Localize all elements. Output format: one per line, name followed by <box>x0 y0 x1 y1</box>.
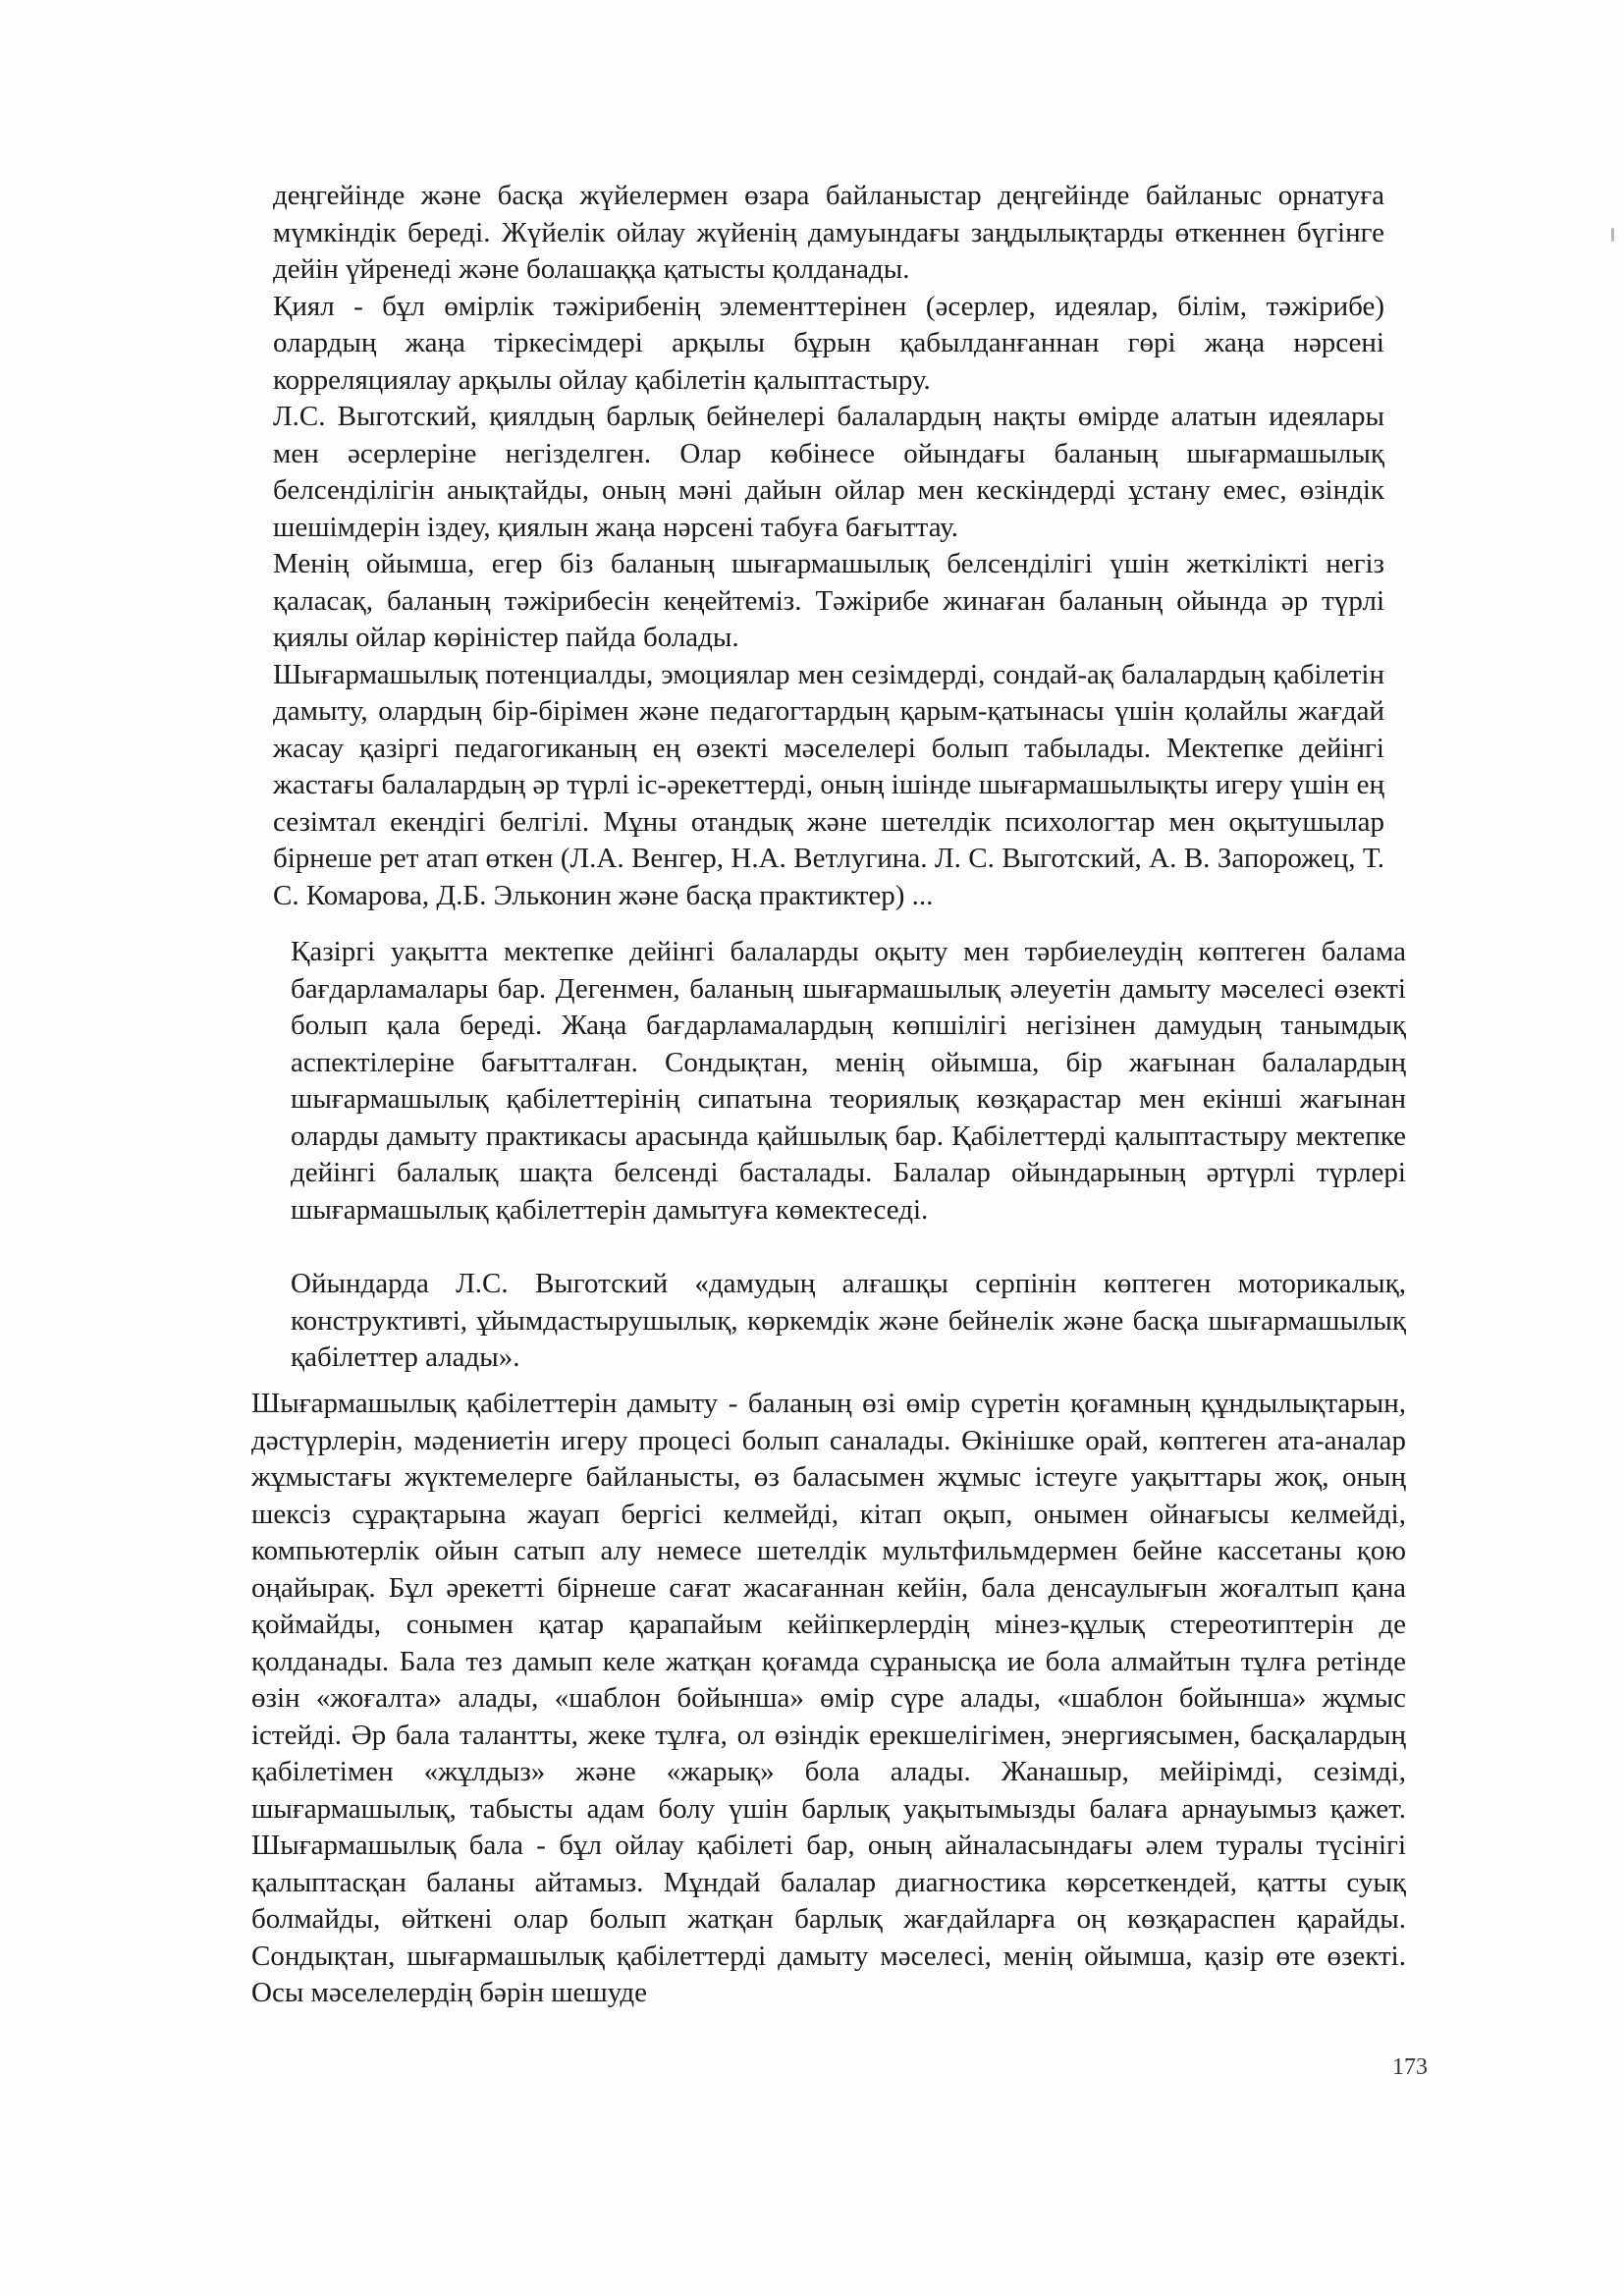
top-text-block <box>273 178 1384 914</box>
paragraph-3: Л.С. Выготский, қиялдың барлық бейнелері балалардың нақты өмірде алатын идеялары мен әсерлеріне негізделген. Олар көбінесе ойындағы баланың шығармашылық белсенділігін анықтайды, оның мәні дайын ойлар мен кескіндерді ұстану емес, өзіндік шешімдерін іздеу, қиялын жаңа нәрсені табуға бағыттау. <box>273 401 1384 543</box>
paragraph-8: Шығармашылық қабілеттерін дамыту - баланың өзі өмір сүретін қоғамның құндылықтарын, дәстүрлерін, мәдениетін игеру процесі болып саналады. Өкінішке орай, көптеген ата-аналар жұмыстағы жүктемелерге байланысты, өз баласымен жұмыс істеуге уақыттары жоқ, оның шексіз сұрақтарына жауап бергісі келмейді, кітап оқып, онымен ойнағысы келмейді, компьютерлік ойын сатып алу немесе шетелдік мультфильмдермен бейне кассетаны қою оңайырақ. Бұл әрекетті бірнеше сағат жасағаннан кейін, бала денсаулығын жоғалтып қана қоймайды, сонымен қатар қарапайым кейіпкерлердің мінез-құлық стереотиптерін де қолданады. Бала тез дамып келе жатқан қоғамда сұранысқа ие бола алмайтын тұлға ретінде өзін «жоғалта» алады, «шаблон бойынша» өмір сүре алады, «шаблон бойынша» жұмыс істейді. Әр бала талантты, жеке тұлға, ол өзіндік ерекшелігімен, энергиясымен, басқалардың қабілетімен «жұлдыз» және «жарық» бола алады. Жанашыр, мейірімді, сезімді, шығармашылық, табысты адам болу үшін барлық уақытымызды балаға арнауымыз қажет. Шығармашылық бала - бұл ойлау қабілеті бар, оның айналасындағы әлем туралы түсінігі қалыптасқан баланы айтамыз. Мұндай балалар диагностика көрсеткендей, қатты суық болмайды, өйткені олар болып жатқан барлық жағдайларға оң көзқараспен қарайды. Сондықтан, шығармашылық қабілеттерді дамыту мәселесі, менің ойымша, қазір өте өзекті. Осы мәселелердің бәрін шешуде <box>251 1388 1406 2008</box>
scan-mark <box>1611 228 1614 242</box>
page-number: 173 <box>1392 2054 1428 2080</box>
paragraph-4: Менің ойымша, егер біз баланың шығармашылық белсенділігі үшін жеткілікті негіз қаласақ, баланың тәжірибесін кеңейтеміз. Тәжірибе жинаған баланың ойында әр түрлі қиялы ойлар көріністер пайда болады. <box>273 548 1384 653</box>
quote-text-block <box>291 1266 1406 1377</box>
paragraph-6: Қазіргі уақытта мектепке дейінгі балаларды оқыту мен тәрбиелеудің көптеген балама бағдарламалары бар. Дегенмен, баланың шығармашылық әлеуетін дамыту мәселесі өзекті болып қала береді. Жаңа бағдарламалардың көпшілігі негізінен дамудың танымдық аспектілеріне бағытталған. Сондықтан, менің ойымша, бір жағынан балалардың шығармашылық қабілеттерінің сипатына теориялық көзқарастар мен екінші жағынан оларды дамыту практикасы арасында қайшылық бар. Қабілеттерді қалыптастыру мектепке дейінгі балалық шақта белсенді басталады. Балалар ойындарының әртүрлі түрлері шығармашылық қабілеттерін дамытуға көмектеседі. <box>291 936 1406 1226</box>
paragraph-7: Ойындарда Л.С. Выготский «дамудың алғашқы серпінін көптеген моторикалық, конструктивті, ұйымдастырушылық, көркемдік және бейнелік және басқа шығармашылық қабілеттер алады». <box>291 1268 1406 1373</box>
paragraph-2: Қиял - бұл өмірлік тәжірибенің элементтерінен (әсерлер, идеялар, білім, тәжірибе) олардың жаңа тіркесімдері арқылы бұрын қабылданғаннан гөрі жаңа нәрсені корреляциялау арқылы ойлау қабілетін қалыптастыру. <box>273 290 1384 396</box>
paragraph-5: Шығармашылық потенциалды, эмоциялар мен сезімдерді, сондай-ақ балалардың қабілетін дамыту, олардың бір-бірімен және педагогтардың қарым-қатынасы үшін қолайлы жағдай жасау қазіргі педагогиканың ең өзекті мәселелері болып табылады. Мектепке дейінгі жастағы балалардың әр түрлі іс-әрекеттерді, оның ішінде шығармашылықты игеру үшін ең сезімтал екендігі белгілі. Мұны отандық және шетелдік психологтар мен оқытушылар бірнеше рет атап өткен (Л.А. Венгер, Н.А. Ветлугина. Л. С. Выготский, А. В. Запорожец, Т. С. Комарова, Д.Б. Эльконин және басқа практиктер) ... <box>273 658 1384 911</box>
middle-text-block <box>291 934 1406 1229</box>
paragraph-1: деңгейінде және басқа жүйелермен өзара байланыстар деңгейінде байланыс орнатуға мүмкіндік береді. Жүйелік ойлау жүйенің дамуындағы заңдылықтарды өткеннен бүгінге дейін үйренеді және болашаққа қатысты қолданады. <box>273 180 1384 285</box>
bottom-text-block <box>251 1386 1406 2012</box>
